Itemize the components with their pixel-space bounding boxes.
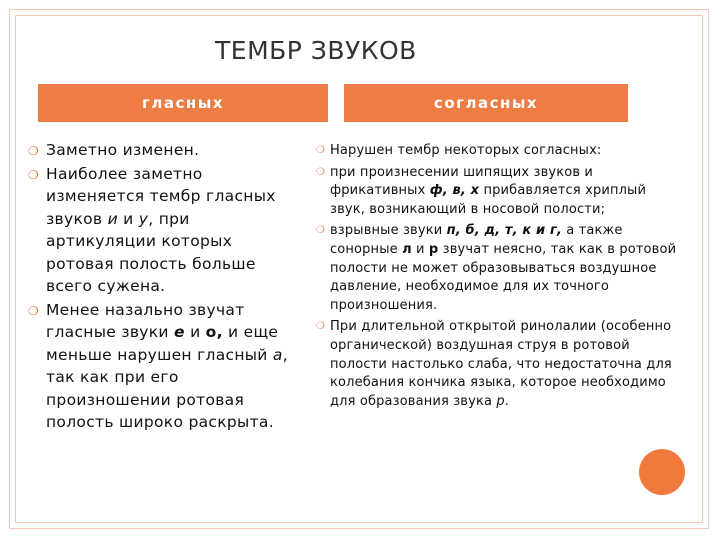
consonants-header-label: согласных [433,94,539,112]
vowels-header-label: гласных [142,94,224,112]
bullet-text-part: а [272,345,283,364]
circle-bullet-icon: ❍ [316,166,326,178]
bullet-text-part: и [411,241,429,257]
decorative-circle [639,449,685,495]
consonants-bullet-item [316,222,678,315]
vowels-bullet-item [28,163,300,298]
bullet-text-part: . [504,393,510,409]
bullet-text-part: о, [205,323,223,341]
bullet-text-part: п, б, д, т, к и г, [446,223,562,239]
bullet-text-part: а также сонорные [330,223,623,257]
circle-bullet-icon: ❍ [28,303,40,318]
circle-bullet-icon: ❍ [316,321,326,333]
vowels-bullet-list [28,139,300,435]
bullet-text-part: л [402,241,412,257]
circle-bullet-icon: ❍ [28,167,40,182]
bullet-text-part: и [107,209,118,228]
bullet-text-part: у [138,209,149,228]
bullet-text-part: Заметно изменен. [46,141,200,159]
vowels-bullet-item [28,139,300,162]
bullet-text-part: ф, в, х [429,183,480,199]
bullet-text-part: прибавляется хриплый звук, возникающий в носовой полости; [330,183,647,217]
bullet-text-part: и [184,323,206,341]
consonants-bullet-list [316,142,678,414]
bullet-text-part: и еще меньше нарушен гласный [46,323,279,364]
consonants-bullet-item [316,318,678,411]
bullet-text-part: при произнесении шипящих звуков и фрикативных [330,164,594,199]
consonants-header [344,84,628,122]
circle-bullet-icon: ❍ [28,144,40,158]
bullet-text-part: звучат неясно, так как в ротовой полости не может образовываться воздушное давление, необходимое для их точного произношения. [330,241,677,313]
consonants-bullet-item [316,164,678,220]
consonants-bullet-item [316,142,678,161]
bullet-text-part: При длительной открытой ринолалии (особенно органической) воздушная струя в ротовой полости настолько слаба, что недостаточна для колебания кончика языка, которое необходимо для образования звука [330,319,672,409]
vowels-bullet-item [28,299,300,434]
slide-title: ТЕМБР ЗВУКОВ [215,36,417,65]
bullet-text-part: Наиболее заметно изменяется тембр гласных звуков [46,164,276,228]
bullet-text-part: р [428,241,439,257]
circle-bullet-icon: ❍ [316,145,326,156]
vowels-header [38,84,328,122]
bullet-text-part: , при артикуляции которых ротовая полость больше всего сужена. [46,209,256,295]
bullet-text-part: Нарушен тембр некоторых согласных: [330,143,602,158]
bullet-text-part: Менее назально звучат гласные звуки [46,300,245,341]
bullet-text-part: взрывные звуки [330,223,447,239]
bullet-text-part: и [117,209,139,228]
circle-bullet-icon: ❍ [316,225,326,237]
bullet-text-part: , так как при его произношении ротовая полость широко раскрыта. [46,345,288,431]
bullet-text-part: е [174,323,185,341]
bullet-text-part: р [496,393,505,409]
